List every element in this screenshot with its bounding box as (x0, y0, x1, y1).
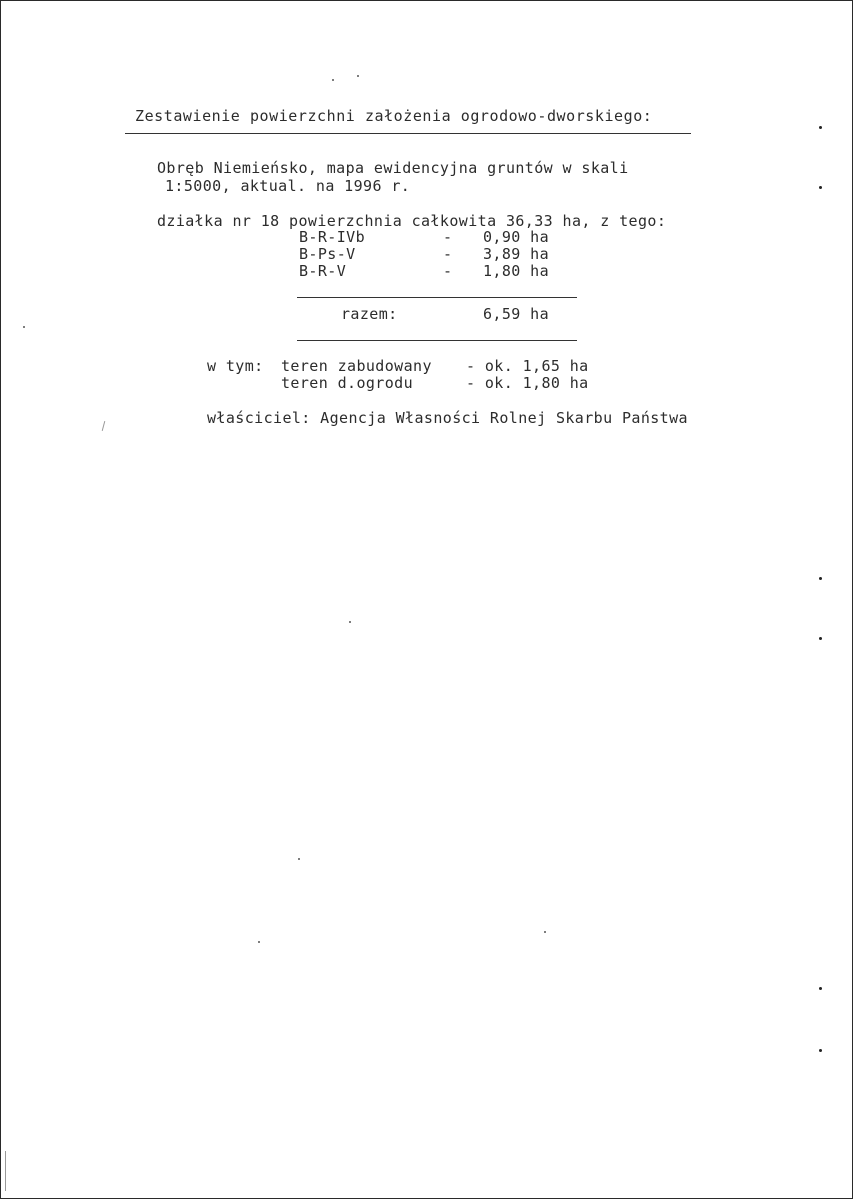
land-class-value: 0,90 ha (483, 228, 550, 246)
scan-speck (819, 1049, 822, 1052)
w-tym-name: teren d.ogrodu (281, 374, 414, 392)
sum-line-top (297, 297, 577, 298)
land-class-label: B-Ps-V (299, 245, 356, 263)
scan-speck (819, 186, 822, 189)
land-class-dash: - (443, 228, 453, 246)
sum-line-bottom (297, 340, 577, 341)
total-label: razem: (341, 305, 398, 323)
total-value: 6,59 ha (483, 305, 550, 323)
owner-line: właściciel: Agencja Własności Rolnej Skarbu Państwa (207, 409, 688, 427)
scan-speck (819, 987, 822, 990)
w-tym-value: - ok. 1,65 ha (466, 357, 589, 375)
scan-speck (349, 621, 351, 623)
land-class-value: 1,80 ha (483, 262, 550, 280)
scan-speck (819, 637, 822, 640)
title-underline (125, 133, 691, 134)
obreb-line-2: 1:5000, aktual. na 1996 r. (165, 177, 411, 195)
land-class-dash: - (443, 245, 453, 263)
w-tym-label: w tym: (207, 357, 264, 375)
scan-speck (23, 326, 25, 328)
w-tym-name: teren zabudowany (281, 357, 432, 375)
scan-speck (819, 126, 822, 129)
land-class-label: B-R-IVb (299, 228, 366, 246)
scan-edge-mark (5, 1151, 6, 1191)
scan-speck (819, 577, 822, 580)
scan-speck (258, 941, 260, 943)
obreb-line-1: Obręb Niemieńsko, mapa ewidencyjna gruntów w skali (157, 159, 629, 177)
scan-speck (544, 931, 546, 933)
dzialka-intro: działka nr 18 powierzchnia całkowita 36,33 ha, z tego: (157, 212, 667, 230)
document-title: Zestawienie powierzchni założenia ogrodowo-dworskiego: (135, 107, 653, 125)
scan-speck (332, 79, 334, 81)
scan-edge-mark (102, 421, 106, 431)
land-class-label: B-R-V (299, 262, 347, 280)
land-class-dash: - (443, 262, 453, 280)
land-class-value: 3,89 ha (483, 245, 550, 263)
scan-speck (298, 858, 300, 860)
scan-speck (357, 75, 359, 77)
w-tym-value: - ok. 1,80 ha (466, 374, 589, 392)
